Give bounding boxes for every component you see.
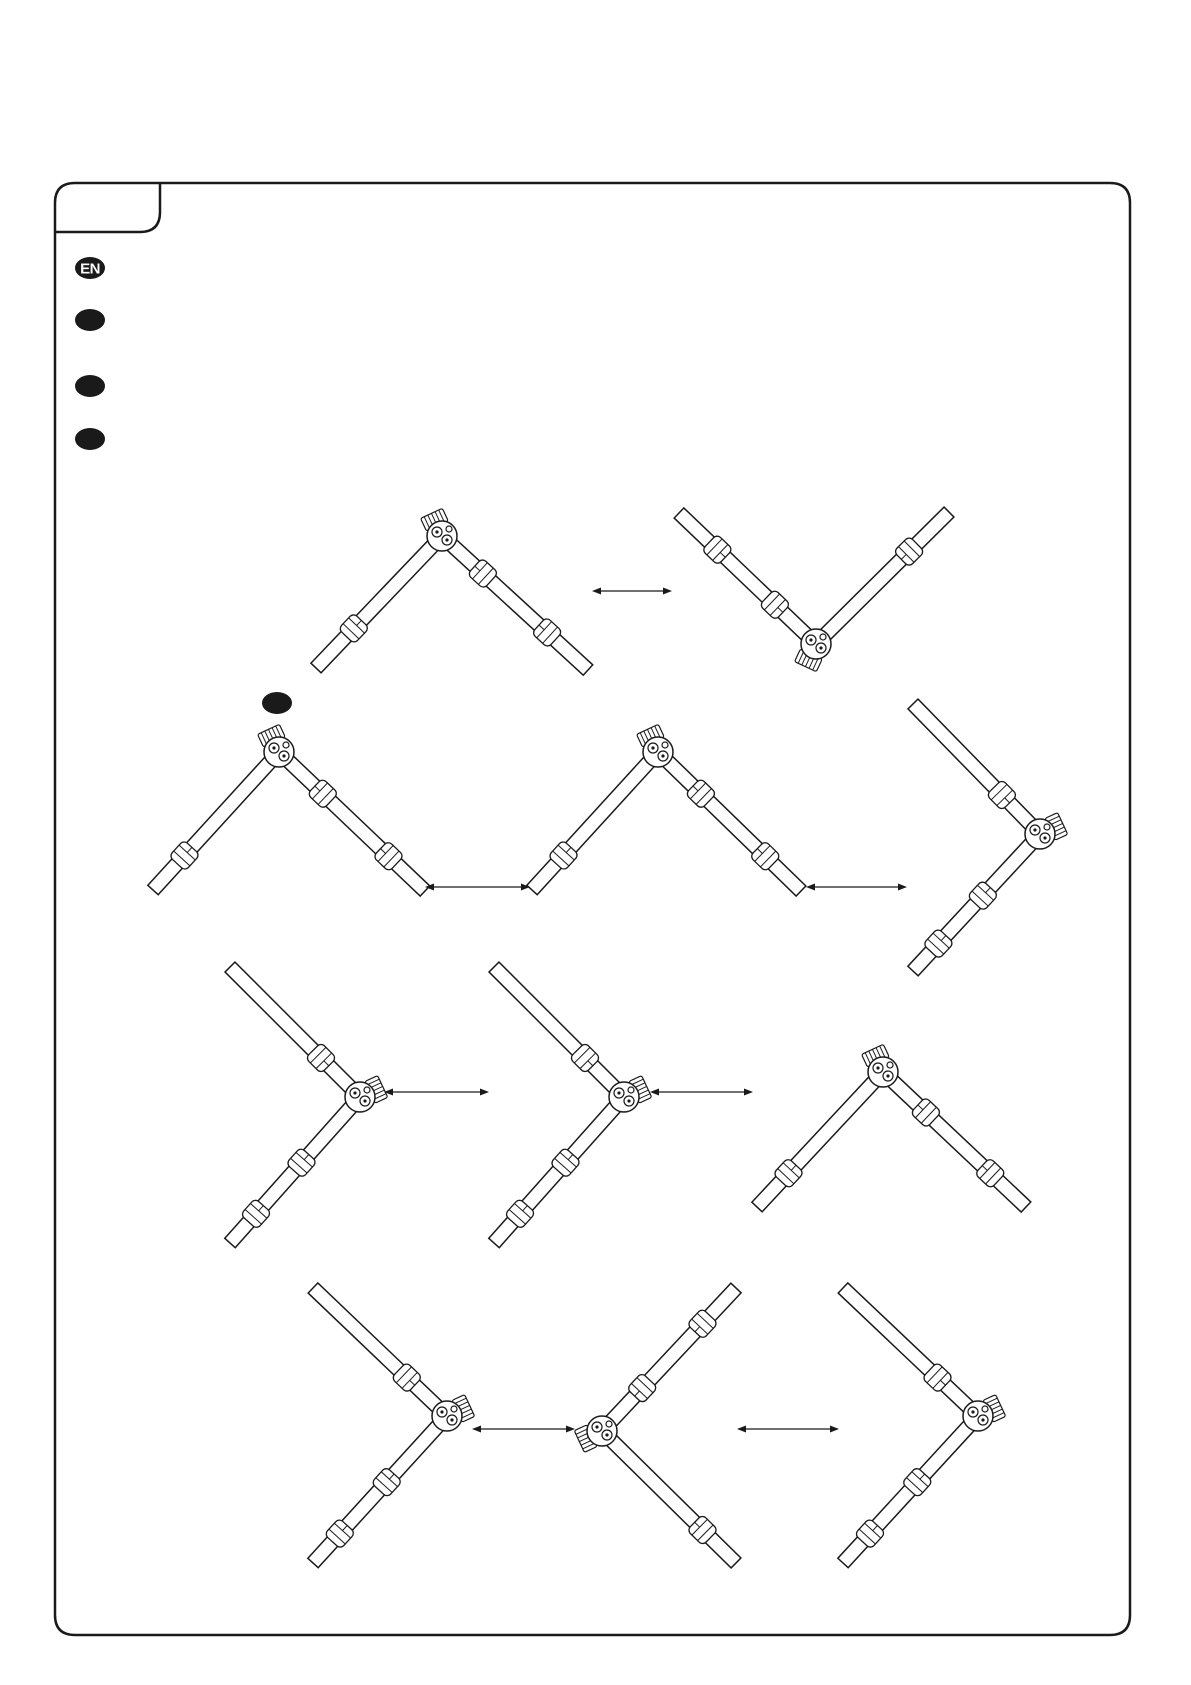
tube xyxy=(145,745,287,898)
double-arrow-icon xyxy=(425,884,530,891)
tube xyxy=(435,528,596,678)
tube xyxy=(835,1280,985,1424)
double-arrow-icon xyxy=(737,1426,839,1433)
tube xyxy=(594,1423,743,1571)
tube xyxy=(305,1280,454,1424)
double-arrow-icon xyxy=(384,1089,489,1096)
language-badge-icon xyxy=(75,375,105,397)
frame-assemblies xyxy=(145,504,1068,1571)
tube xyxy=(486,959,632,1105)
language-badge-icon xyxy=(75,309,105,331)
frame-assembly-apex-up xyxy=(145,724,433,899)
language-badge-group xyxy=(75,257,105,450)
step-number-tab xyxy=(55,183,160,232)
tube xyxy=(875,1064,1033,1215)
tube xyxy=(808,504,956,652)
frame-assembly-apex-down xyxy=(671,504,956,672)
frame-assembly-apex-up xyxy=(308,508,595,678)
language-badge-icon xyxy=(75,428,105,450)
tube xyxy=(905,827,1048,979)
frame-assembly-apex-right xyxy=(305,1280,475,1570)
frame-assembly-apex-right xyxy=(835,1280,1006,1570)
tube xyxy=(486,1090,632,1251)
language-code: EN xyxy=(80,260,100,278)
tube xyxy=(749,1064,891,1214)
frame-assembly-apex-up xyxy=(524,724,809,899)
tube xyxy=(905,696,1048,841)
tube xyxy=(308,528,450,675)
step-badge-icon xyxy=(262,692,292,714)
frame-assembly-apex-right xyxy=(222,959,388,1250)
frame-assembly-apex-right xyxy=(486,959,652,1250)
tube xyxy=(671,505,823,652)
frame-assembly-apex-up xyxy=(749,1044,1034,1215)
tube xyxy=(650,744,808,899)
assembly-row-2 xyxy=(145,696,1068,978)
double-arrow-icon xyxy=(592,588,672,595)
tube xyxy=(594,1280,744,1438)
double-arrow-icon xyxy=(472,1426,575,1433)
assembly-row-3 xyxy=(222,959,1034,1250)
tube xyxy=(835,1409,986,1571)
double-arrow-icon xyxy=(650,1089,753,1096)
frame-assembly-apex-right xyxy=(905,696,1068,978)
tube xyxy=(305,1409,455,1571)
tube xyxy=(222,1090,368,1251)
frame-assembly-apex-left xyxy=(574,1280,744,1570)
tube xyxy=(222,959,368,1105)
assembly-row-4 xyxy=(305,1280,1006,1571)
double-arrows xyxy=(384,588,907,1433)
language-badge-icon xyxy=(75,257,105,279)
tube xyxy=(271,744,432,899)
tube xyxy=(524,745,666,898)
step-badge xyxy=(262,692,292,714)
double-arrow-icon xyxy=(806,884,907,891)
